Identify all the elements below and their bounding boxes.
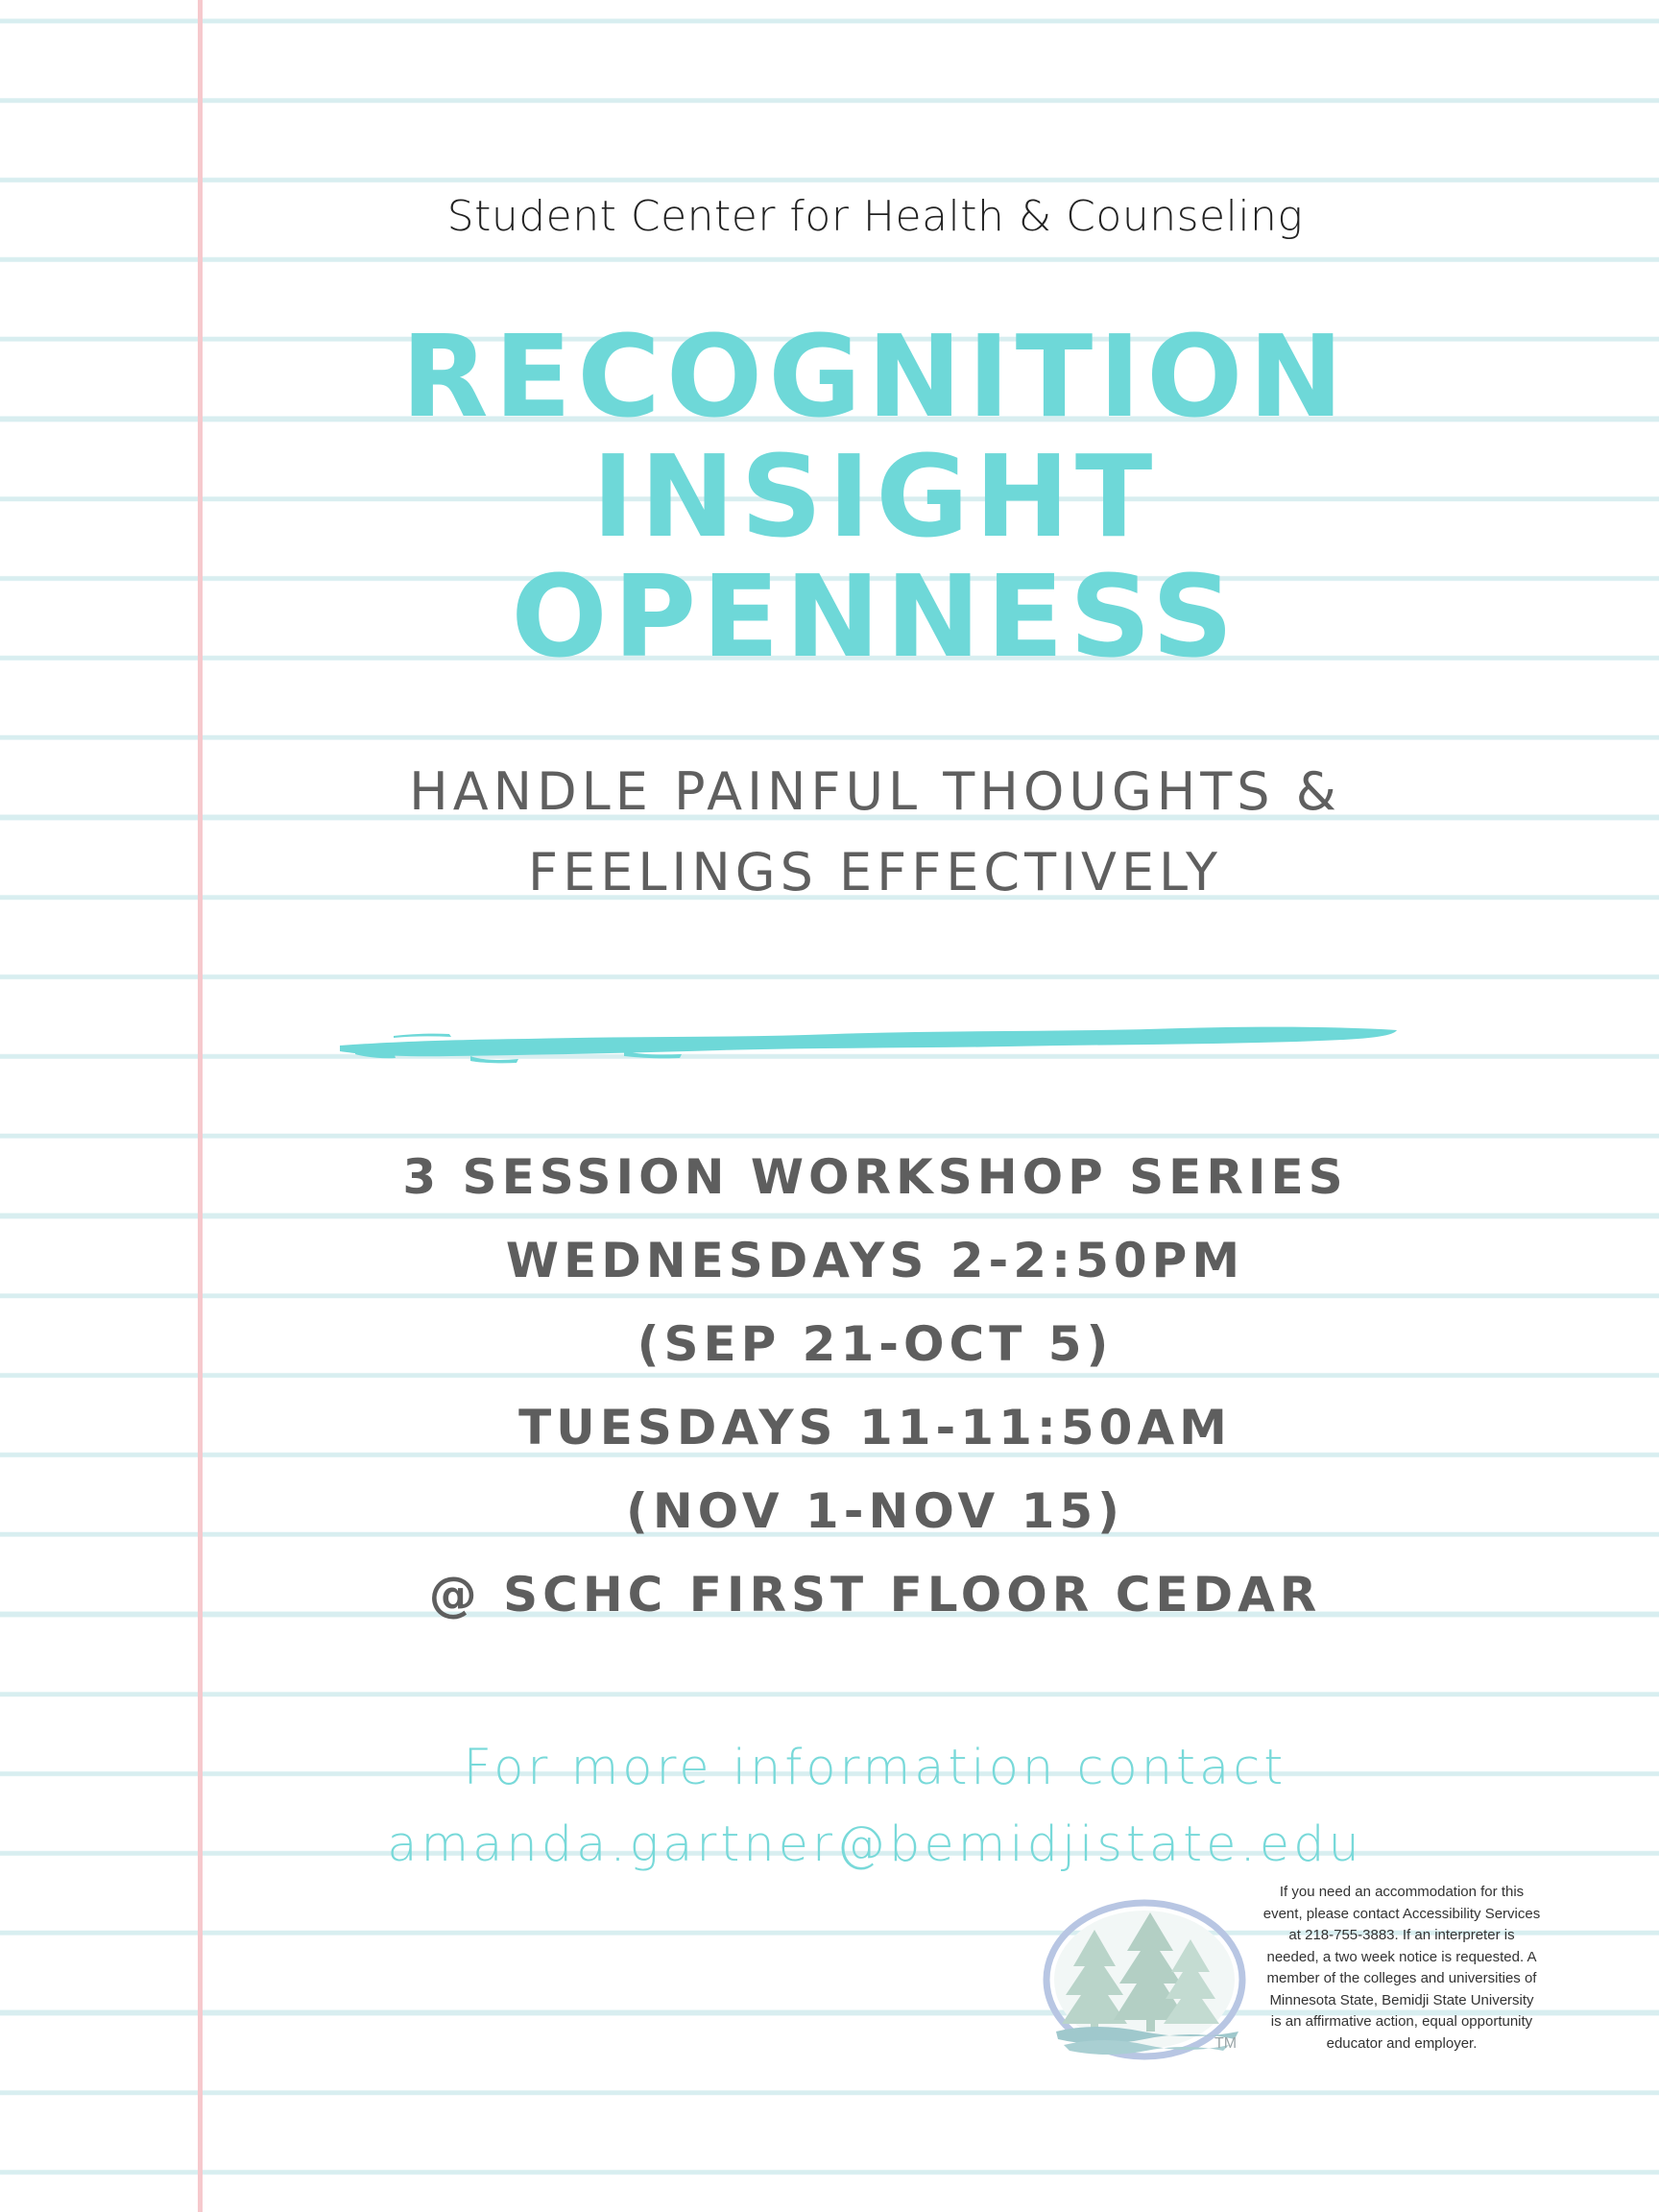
headline-insight: INSIGHT: [591, 430, 1159, 563]
dates-fall-second: (NOV 1-NOV 15): [625, 1483, 1125, 1539]
accessibility-disclaimer: If you need an accommodation for this event, please contact Accessibility Services at 218-755-3883. If an interpreter is needed, a two week notice is requested. A member of the colleges and universities of Minnesota State, Bemidji State University is an affirmative action, equal opportunity educator and employer.: [1262, 1884, 1541, 2052]
contact-email[interactable]: amanda.gartner@bemidjistate.edu: [387, 1816, 1363, 1873]
tagline-line-2: FEELINGS EFFECTIVELY: [528, 842, 1222, 902]
workshop-location: @ SCHC FIRST FLOOR CEDAR: [428, 1567, 1322, 1623]
organization-name: Student Center for Health & Counseling: [446, 192, 1304, 241]
schedule-wednesdays: WEDNESDAYS 2-2:50PM: [505, 1233, 1245, 1288]
schedule-tuesdays: TUESDAYS 11-11:50AM: [518, 1400, 1232, 1455]
dates-fall-first: (SEP 21-OCT 5): [637, 1316, 1114, 1372]
tagline-line-1: HANDLE PAINFUL THOUGHTS &: [409, 761, 1341, 822]
workshop-series: 3 SESSION WORKSHOP SERIES: [402, 1149, 1348, 1205]
brush-stroke-divider: [336, 1013, 1402, 1070]
headline-openness: OPENNESS: [511, 550, 1239, 683]
contact-intro: For more information contact: [463, 1740, 1287, 1796]
headline-recognition: RECOGNITION: [400, 310, 1350, 443]
trademark-mark: TM: [1214, 2035, 1238, 2052]
